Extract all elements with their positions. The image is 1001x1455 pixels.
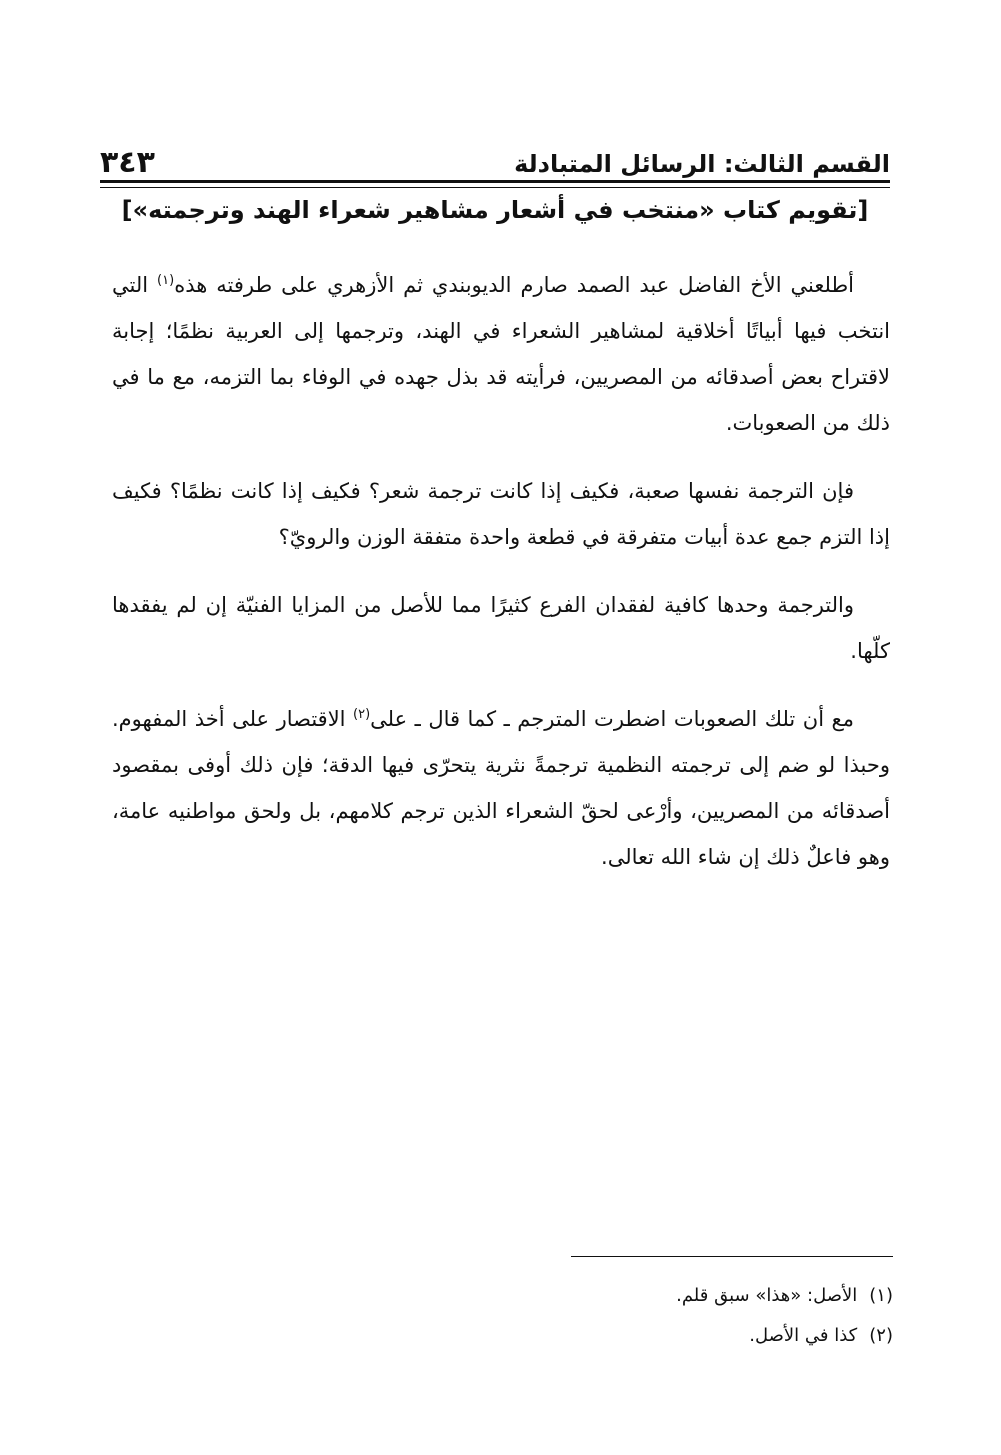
running-title: القسم الثالث: الرسائل المتبادلة bbox=[514, 150, 890, 178]
header-rule-thin bbox=[100, 187, 890, 188]
footnote-text: الأصل: «هذا» سبق قلم. bbox=[676, 1285, 858, 1306]
footnotes bbox=[393, 1276, 893, 1356]
paragraph bbox=[112, 582, 890, 674]
footnote-number: (١) bbox=[869, 1285, 893, 1306]
section-title: [تقويم كتاب «منتخب في أشعار مشاهير شعراء الهند وترجمته»] bbox=[121, 196, 869, 224]
footnote bbox=[393, 1276, 893, 1316]
page-number: ٣٤٣ bbox=[100, 145, 155, 180]
footnote-text: كذا في الأصل. bbox=[749, 1325, 858, 1346]
paragraph bbox=[112, 468, 890, 560]
footnote-ref: (١) bbox=[157, 273, 175, 288]
footnote-separator bbox=[571, 1256, 893, 1257]
paragraph-text: مع أن تلك الصعوبات اضطرت المترجم ـ كما قال ـ على bbox=[370, 707, 854, 731]
paragraph-text: فإن الترجمة نفسها صعبة، فكيف إذا كانت ترجمة شعر؟ فكيف إذا كانت نظمًا؟ فكيف إذا التزم جمع عدة أبيات متفرقة في قطعة واحدة متفقة الوزن والرويّ؟ bbox=[112, 479, 890, 549]
body-text bbox=[112, 262, 890, 902]
paragraph bbox=[112, 696, 890, 880]
paragraph-text: الاقتصار على أخذ المفهوم. وحبذا لو ضم إلى ترجمته النظمية ترجمةً نثرية يتحرّى فيها الدقة؛ فإن ذلك أوفى بمقصود أصدقائه من المصريين، وأرْعى لحقّ الشعراء الذين ترجم كلامهم، بل ولحق مواطنيه عامة، وهو فاعلٌ ذلك إن شاء الله تعالى. bbox=[112, 707, 890, 869]
page-header bbox=[100, 134, 890, 178]
footnote-ref: (٢) bbox=[353, 707, 371, 722]
paragraph-text: أطلعني الأخ الفاضل عبد الصمد صارم الديوبندي ثم الأزهري على طرفته هذه bbox=[174, 273, 855, 297]
footnote-number: (٢) bbox=[869, 1325, 893, 1346]
paragraph-text: التي انتخب فيها أبياتًا أخلاقية لمشاهير الشعراء في الهند، وترجمها إلى العربية نظمًا؛ إجابة لاقتراح بعض أصدقائه من المصريين، فرأيته قد بذل جهده في الوفاء بما التزمه، مع ما في ذلك من الصعوبات. bbox=[112, 273, 890, 435]
paragraph bbox=[112, 262, 890, 446]
paragraph-text: والترجمة وحدها كافية لفقدان الفرع كثيرًا مما للأصل من المزايا الفنيّة إن لم يفقدها كلّها. bbox=[112, 593, 890, 663]
footnote bbox=[393, 1316, 893, 1356]
header-rule-thick bbox=[100, 180, 890, 183]
